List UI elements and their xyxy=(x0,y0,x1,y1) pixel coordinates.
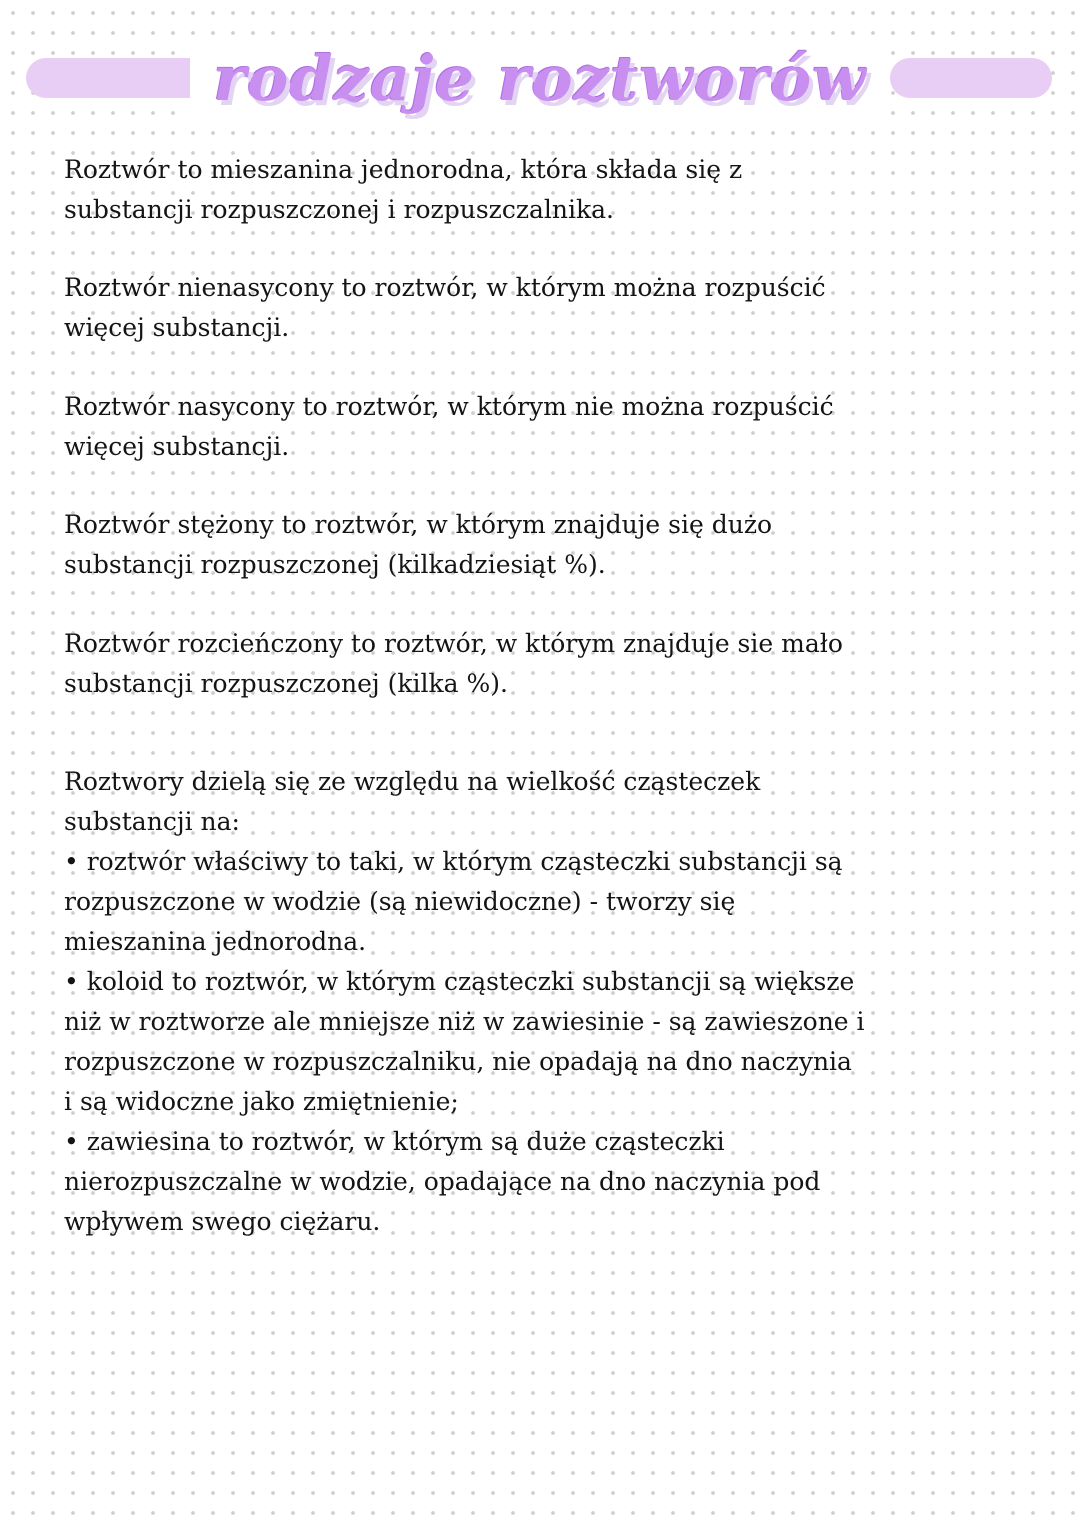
text-line: substancji rozpuszczonej (kilkadziesiąt %). xyxy=(64,550,606,579)
paragraph-concentrated xyxy=(64,505,924,585)
bullet-colloid: • koloid to roztwór, w którym cząsteczki substancji są większe xyxy=(64,967,855,996)
title-banner xyxy=(0,36,1080,136)
text-line: rozpuszczone w rozpuszczalniku, nie opadają na dno naczynia xyxy=(64,1047,852,1076)
text-line: i są widoczne jako zmiętnienie; xyxy=(64,1087,459,1116)
paragraph-definition xyxy=(64,150,924,230)
text-line: rozpuszczone w wodzie (są niewidoczne) - tworzy się xyxy=(64,887,736,916)
decorative-pill-left xyxy=(26,58,216,98)
text-line: mieszanina jednorodna. xyxy=(64,927,367,956)
text-line: substancji rozpuszczonej i rozpuszczalnika. xyxy=(64,195,614,224)
text-line: Roztwór rozcieńczony to roztwór, w którym znajduje sie mało xyxy=(64,629,843,658)
text-line: niż w roztworze ale mniejsze niż w zawiesinie - są zawieszone i xyxy=(64,1007,865,1036)
text-line: substancji na: xyxy=(64,807,240,836)
text-line: wpływem swego ciężaru. xyxy=(64,1207,381,1236)
text-line: Roztwór to mieszanina jednorodna, która składa się z xyxy=(64,155,743,184)
bullet-suspension: • zawiesina to roztwór, w którym są duże cząsteczki xyxy=(64,1127,725,1156)
bullet-true-solution: • roztwór właściwy to taki, w którym cząsteczki substancji są xyxy=(64,847,843,876)
decorative-pill-right xyxy=(890,58,1052,98)
text-line: więcej substancji. xyxy=(64,313,290,342)
text-line: Roztwory dzielą się ze względu na wielkość cząsteczek xyxy=(64,767,761,796)
paragraph-classification xyxy=(64,762,924,1242)
text-line: nierozpuszczalne w wodzie, opadające na dno naczynia pod xyxy=(64,1167,821,1196)
paragraph-saturated xyxy=(64,387,924,467)
text-line: Roztwór nasycony to roztwór, w którym nie można rozpuścić xyxy=(64,392,834,421)
paragraph-diluted xyxy=(64,624,924,704)
text-line: więcej substancji. xyxy=(64,432,290,461)
text-line: substancji rozpuszczonej (kilka %). xyxy=(64,669,508,698)
text-line: Roztwór nienasycony to roztwór, w którym można rozpuścić xyxy=(64,273,826,302)
text-line: Roztwór stężony to roztwór, w którym znajduje się dużo xyxy=(64,510,773,539)
page-title: rodzaje roztworów xyxy=(190,36,890,122)
paragraph-unsaturated xyxy=(64,268,924,348)
